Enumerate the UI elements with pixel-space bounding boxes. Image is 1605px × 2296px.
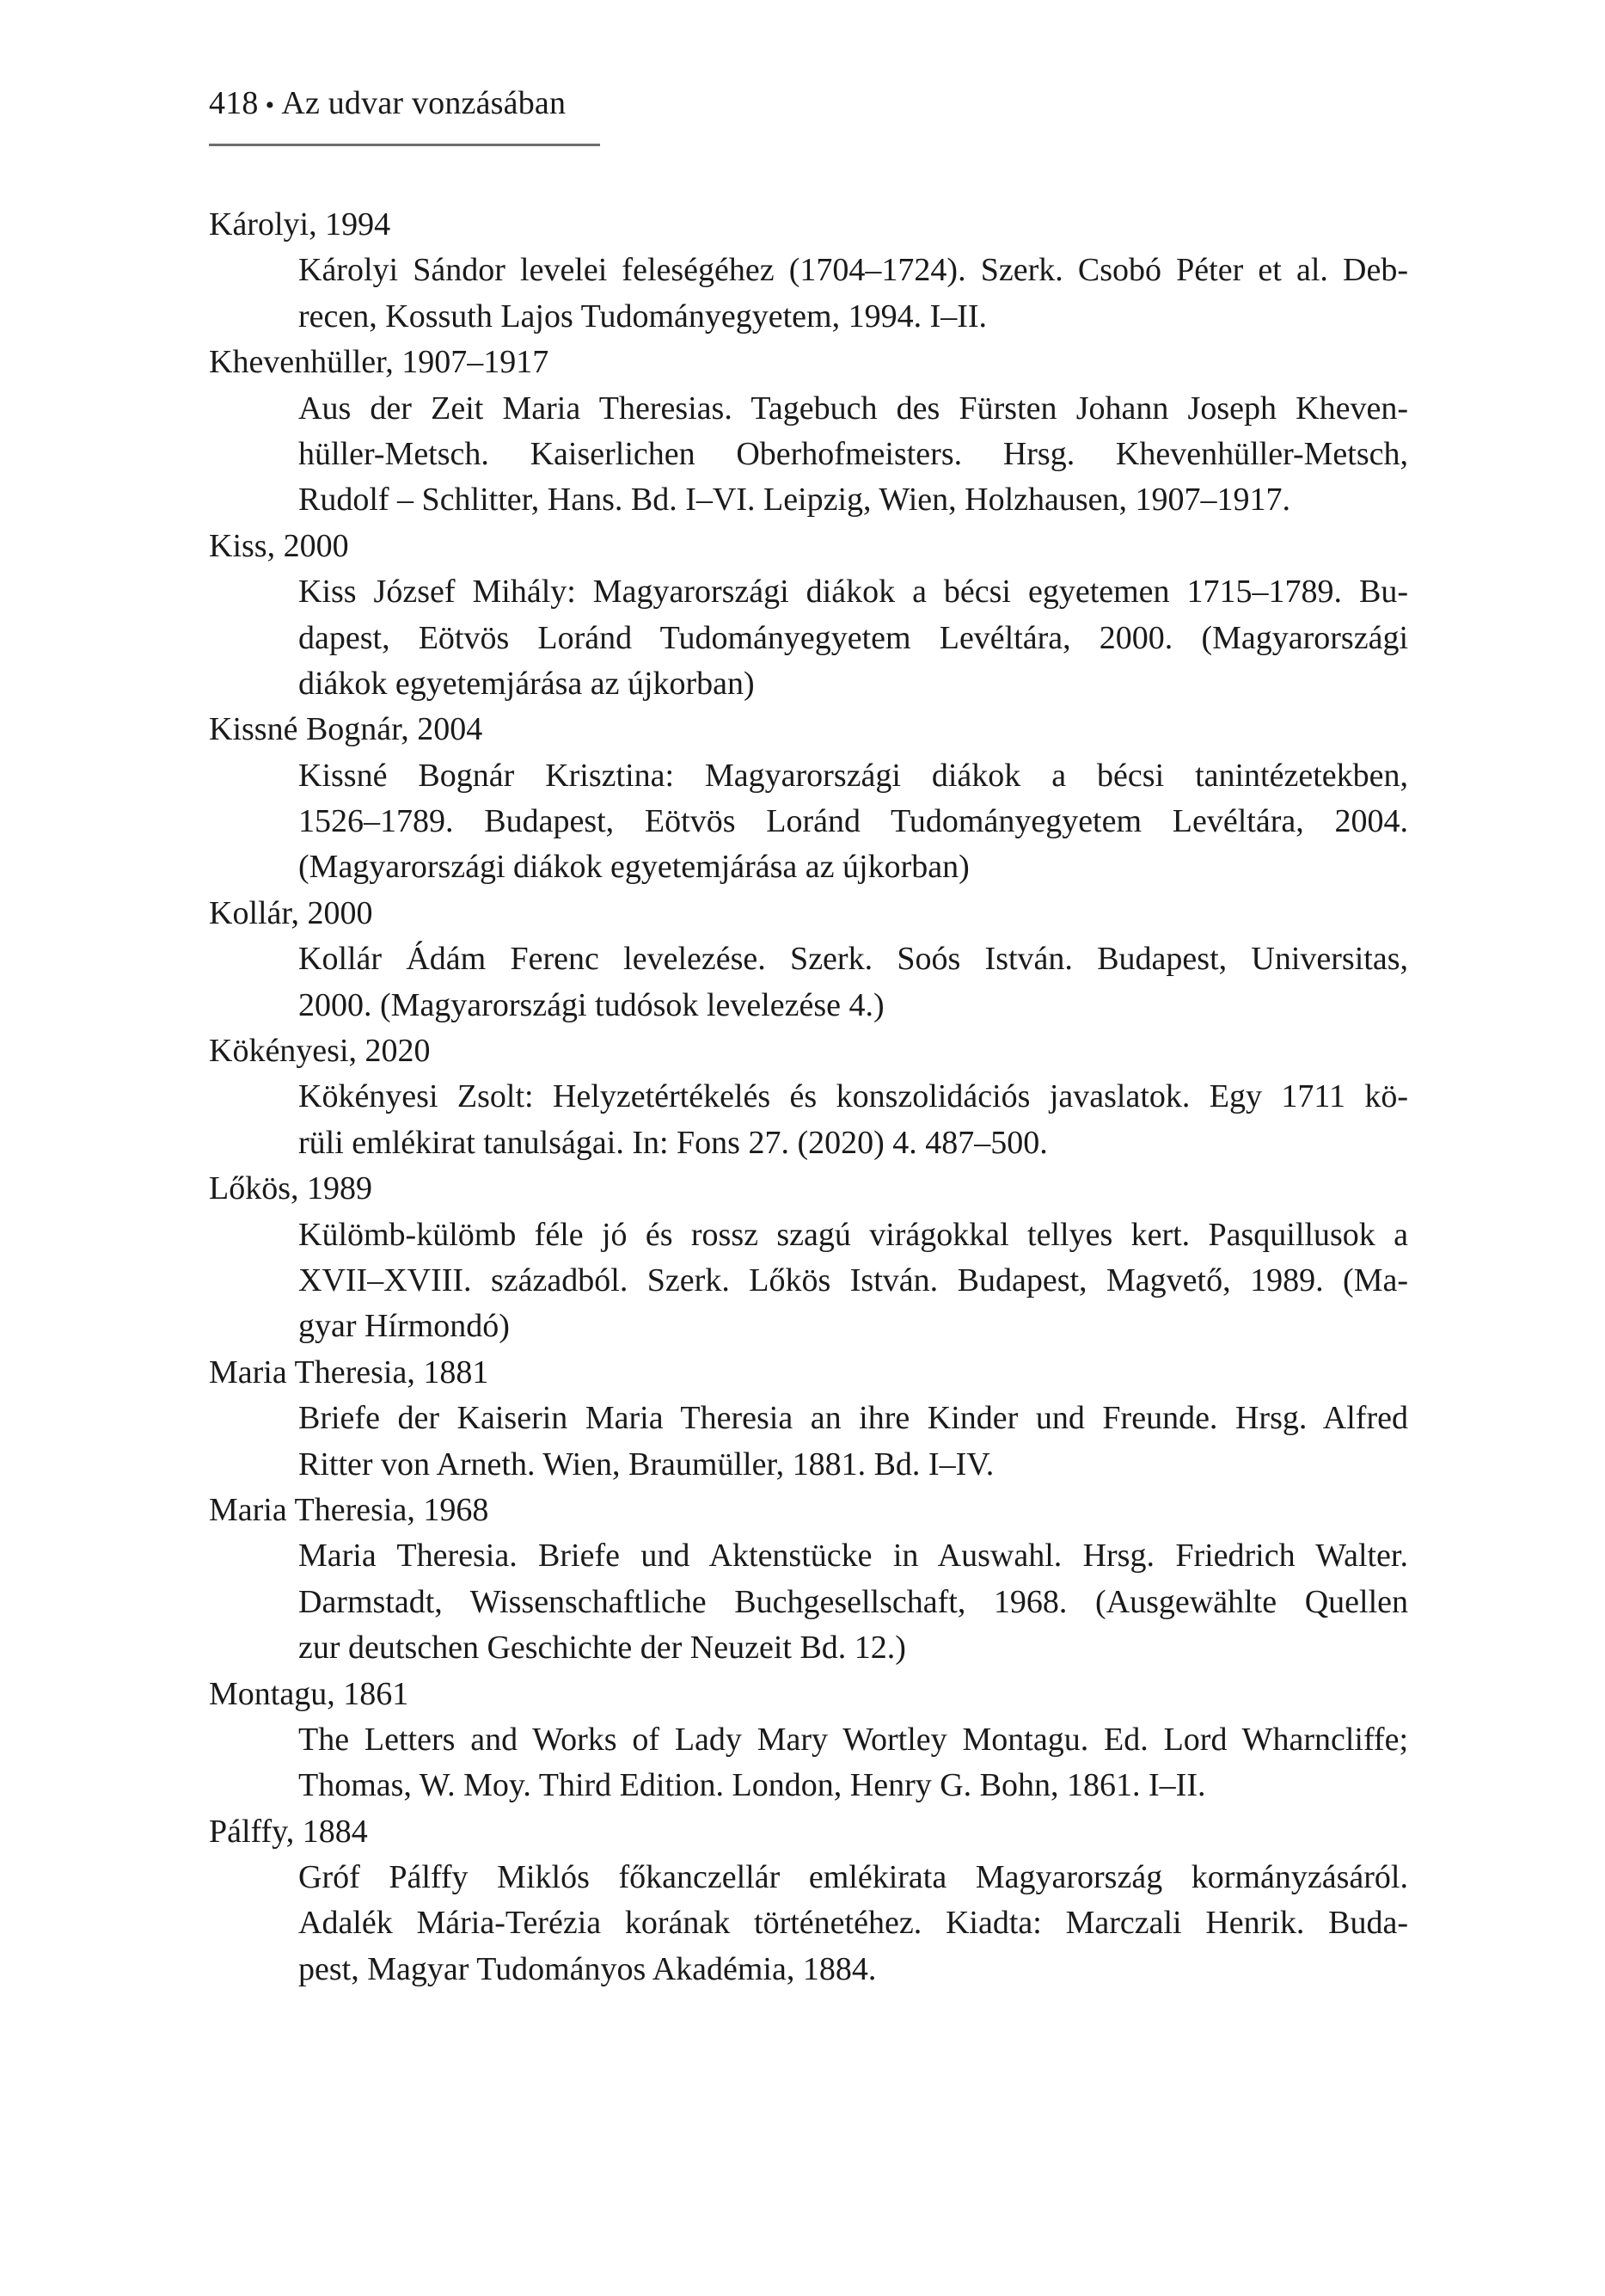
bibliography-entry [209,1488,1408,1672]
entry-citation-line: Maria Theresia. Briefe und Aktenstücke in Auswahl. Hrsg. Friedrich Walter. [298,1538,1408,1575]
entry-citation-line: Gróf Pálffy Miklós főkanczellár emlékirata Magyarország kormányzásáról. [298,1859,1408,1896]
entry-citation-line: XVII–XVIII. századból. Szerk. Lőkös István. Budapest, Magvető, 1989. (Ma- [298,1262,1408,1298]
bibliography-entry [209,1672,1408,1809]
entry-citation-line: Ritter von Arneth. Wien, Braumüller, 1881. Bd. I–IV. [298,1446,995,1483]
entry-citation-line: zur deutschen Geschichte der Neuzeit Bd. 12.) [298,1630,906,1667]
bibliography-entry [209,1166,1408,1350]
bibliography-entry [209,524,1408,708]
entry-citation-line: Kollár Ádám Ferenc levelezése. Szerk. Soós István. Budapest, Universitas, [298,941,1408,978]
entry-key: Kissné Bognár, 2004 [209,711,483,748]
entry-citation-line: Thomas, W. Moy. Third Edition. London, Henry G. Bohn, 1861. I–II. [298,1767,1206,1804]
entry-citation-line: Aus der Zeit Maria Theresias. Tagebuch des Fürsten Johann Joseph Kheven- [298,390,1408,427]
entry-citation-line: Adalék Mária-Terézia korának történetéhez. Kiadta: Marczali Henrik. Buda- [298,1905,1408,1942]
entry-citation-line: Darmstadt, Wissenschaftliche Buchgesellschaft, 1968. (Ausgewählte Quellen [298,1583,1408,1620]
entry-citation-line: diákok egyetemjárása az újkorban) [298,665,755,702]
entry-key: Maria Theresia, 1881 [209,1354,489,1390]
bibliography-entry [209,202,1408,340]
entry-citation-line: Károlyi Sándor levelei feleségéhez (1704–1724). Szerk. Csobó Péter et al. Deb- [298,252,1408,289]
entry-citation-line: pest, Magyar Tudományos Akadémia, 1884. [298,1950,877,1987]
page-number: 418 [209,85,259,121]
entry-citation-line: Kiss József Mihály: Magyarországi diákok a bécsi egyetemen 1715–1789. Bu- [298,574,1408,611]
entry-citation-line: Kissné Bognár Krisztina: Magyarországi diákok a bécsi tanintézetekben, [298,757,1408,794]
entry-citation-line: 1526–1789. Budapest, Eötvös Loránd Tudományegyetem Levéltára, 2004. [298,803,1408,840]
entry-key: Khevenhüller, 1907–1917 [209,344,549,381]
entry-citation-line: hüller-Metsch. Kaiserlichen Oberhofmeisters. Hrsg. Khevenhüller-Metsch, [298,435,1408,472]
bibliography-entry [209,340,1408,524]
entry-key: Montagu, 1861 [209,1675,409,1712]
entry-key: Pálffy, 1884 [209,1813,368,1850]
entry-citation-line: (Magyarországi diákok egyetemjárása az újkorban) [298,849,970,886]
entry-citation-line: gyar Hírmondó) [298,1308,510,1345]
bibliography-list [209,202,1408,1992]
entry-key: Lőkös, 1989 [209,1170,372,1207]
bullet-separator-icon: • [265,91,275,120]
bibliography-entry [209,707,1408,891]
bibliography-entry [209,1350,1408,1488]
entry-key: Kollár, 2000 [209,894,373,931]
entry-citation-line: rüli emlékirat tanulságai. In: Fons 27. (2020) 4. 487–500. [298,1124,1048,1161]
entry-citation-line: Kökényesi Zsolt: Helyzetértékelés és konszolidációs javaslatok. Egy 1711 kö- [298,1078,1408,1115]
running-head [209,84,566,124]
bibliography-entry [209,891,1408,1028]
entry-citation-line: Külömb-külömb féle jó és rossz szagú virágokkal tellyes kert. Pasquillusok a [298,1216,1408,1253]
entry-key: Kiss, 2000 [209,527,349,564]
running-head-title: Az udvar vonzásában [281,85,567,121]
entry-citation-line: recen, Kossuth Lajos Tudományegyetem, 1994. I–II. [298,298,988,335]
entry-citation-line: 2000. (Magyarországi tudósok levelezése 4.) [298,986,885,1023]
entry-citation-line: dapest, Eötvös Loránd Tudományegyetem Levéltára, 2000. (Magyarországi [298,619,1408,656]
entry-key: Károlyi, 1994 [209,206,391,242]
entry-citation-line: The Letters and Works of Lady Mary Wortley Montagu. Ed. Lord Wharncliffe; [298,1721,1408,1758]
entry-key: Maria Theresia, 1968 [209,1491,489,1528]
bibliography-entry [209,1809,1408,1993]
header-rule [209,144,600,146]
entry-citation-line: Briefe der Kaiserin Maria Theresia an ihre Kinder und Freunde. Hrsg. Alfred [298,1400,1408,1437]
entry-key: Kökényesi, 2020 [209,1033,431,1070]
entry-citation-line: Rudolf – Schlitter, Hans. Bd. I–VI. Leipzig, Wien, Holzhausen, 1907–1917. [298,482,1291,519]
bibliography-entry [209,1028,1408,1166]
